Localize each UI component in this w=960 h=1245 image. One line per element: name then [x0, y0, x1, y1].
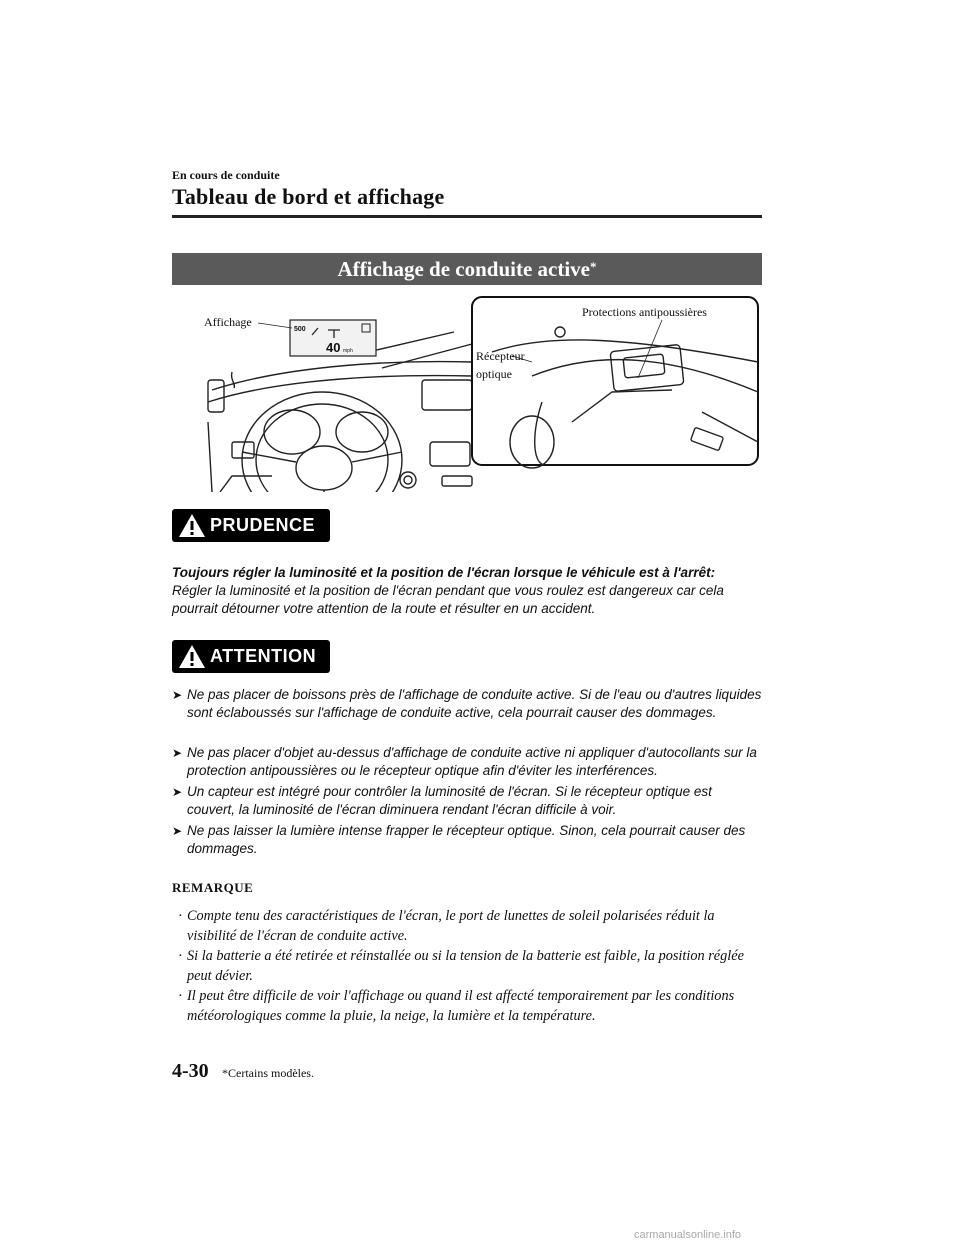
hud-speed-limit: 500: [294, 326, 306, 333]
remarque-item-text: Compte tenu des caractéristiques de l'écran, le port de lunettes de soleil polarisées réduit la visibilité de l'écran de conduite active.: [187, 908, 715, 944]
prudence-label-box: [172, 509, 330, 542]
section-asterisk: *: [590, 259, 597, 274]
remarque-item: [178, 946, 764, 986]
page-number: 4-30: [172, 1060, 209, 1082]
attention-item-text: Ne pas laisser la lumière intense frapper le récepteur optique. Sinon, cela pourrait causer des dommages.: [187, 823, 746, 856]
label-dust-covers: Protections antipoussières: [582, 305, 707, 319]
remarque-item: [178, 906, 764, 946]
attention-item: [172, 744, 762, 780]
watermark: carmanualsonline.info: [634, 1229, 742, 1241]
remarque-title: REMARQUE: [172, 880, 254, 895]
bullet-dot: ·: [178, 908, 183, 924]
attention-item: [172, 686, 762, 722]
attention-item-text: Ne pas placer de boissons près de l'affichage de conduite active. Si de l'eau ou d'autres liquides sont éclaboussés sur l'affichage de conduite active, cela pourrait causer des dommages.: [187, 687, 762, 720]
warning-icon: [178, 643, 206, 671]
prudence-heading: Toujours régler la luminosité et la position de l'écran lorsque le véhicule est à l'arrêt:: [172, 565, 716, 580]
section-title: Affichage de conduite active: [337, 256, 591, 281]
attention-label-box: [172, 640, 330, 673]
bullet-dot: ·: [178, 948, 183, 964]
prudence-text: Régler la luminosité et la position de l'écran pendant que vous roulez est dangereux car cela pourrait détourner votre attention de la route et résulter en un accident.: [172, 583, 724, 616]
hud-speed: 40: [326, 340, 341, 355]
footnote: *Certains modèles.: [222, 1066, 314, 1080]
label-display: Affichage: [204, 315, 252, 329]
arrow-bullet-icon: ➤: [172, 688, 183, 702]
arrow-bullet-icon: ➤: [172, 824, 183, 838]
breadcrumb: En cours de conduite: [172, 168, 280, 182]
section-title-bar: [172, 253, 762, 285]
arrow-bullet-icon: ➤: [172, 746, 183, 760]
arrow-bullet-icon: ➤: [172, 785, 183, 799]
attention-item-text: Ne pas placer d'objet au-dessus d'affichage de conduite active ni appliquer d'autocollants sur la protection antipoussières ou le récepteur optique afin d'éviter les interférences.: [187, 745, 757, 778]
remarque-item: [178, 986, 764, 1026]
hud-unit: mph: [343, 348, 353, 354]
label-receiver-line1: Récepteur: [476, 349, 525, 363]
attention-label: ATTENTION: [210, 646, 317, 666]
page-title: Tableau de bord et affichage: [172, 184, 445, 209]
remarque-item-text: Si la batterie a été retirée et réinstallée ou si la tension de la batterie est faible, la position réglée peut dévier.: [187, 948, 744, 984]
attention-item: [172, 822, 762, 858]
attention-item: [172, 783, 762, 819]
remarque-item-text: Il peut être difficile de voir l'affichage ou quand il est affecté temporairement par les conditions météorologiques comme la pluie, la neige, la lumière et la température.: [187, 988, 735, 1024]
warning-icon: [178, 512, 206, 540]
label-receiver-line2: optique: [476, 367, 512, 381]
dashboard-illustration: [172, 292, 762, 492]
attention-item-text: Un capteur est intégré pour contrôler la luminosité de l'écran. Si le récepteur optique est couvert, la luminosité de l'écran diminuera rendant l'écran difficile à voir.: [187, 784, 712, 817]
title-rule: [172, 215, 762, 218]
bullet-dot: ·: [178, 988, 183, 1004]
prudence-label: PRUDENCE: [210, 515, 316, 535]
